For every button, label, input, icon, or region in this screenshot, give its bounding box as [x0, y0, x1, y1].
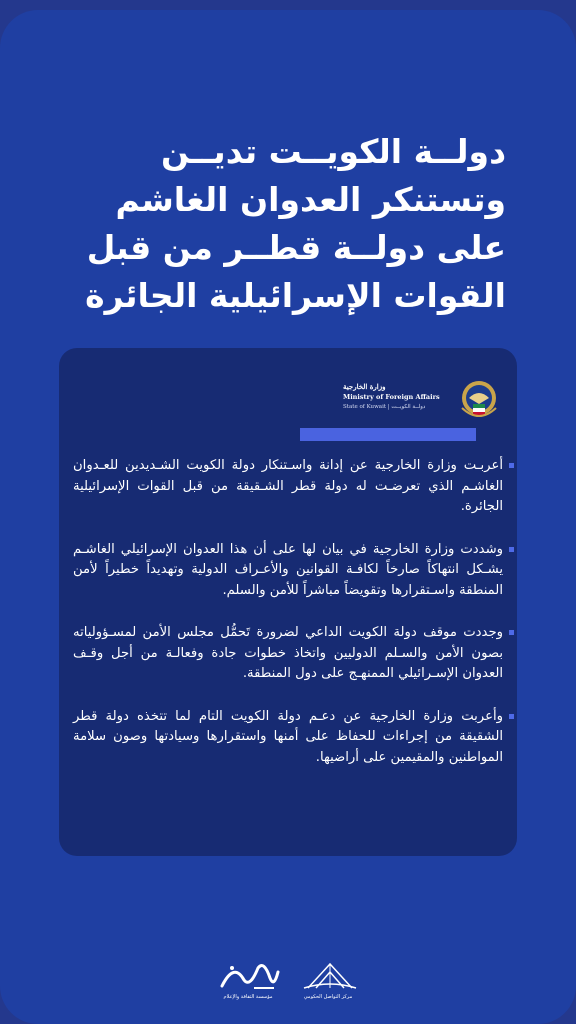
- paragraph-text: وجددت موقف دولة الكويت الداعي لضرورة تَحمُّل مجلس الأمن لمسـؤولياته بصون الأمن والسـلم الدوليين واتخاذ خطوات جادة وفعالـة من أجل وقـف العدوان الإسـرائيلي الممنهـج على دول المنطقة.: [73, 625, 503, 681]
- footer-logos: [214, 958, 364, 1008]
- state-line: State of Kuwait | دولــة الكويــت: [343, 404, 426, 410]
- headline: [40, 128, 506, 320]
- government-communication-logo-icon: [300, 958, 360, 994]
- footer-caption-left: مؤسسة الثقافة والإعلام: [223, 994, 273, 1000]
- ministry-logo: [343, 378, 499, 422]
- ministry-text: [343, 382, 453, 410]
- list-item: [73, 623, 511, 685]
- calligraphy-logo-icon: [214, 958, 284, 994]
- headline-line: القوات الإسرائيلية الجائرة: [85, 276, 506, 315]
- list-item: [73, 540, 511, 602]
- headline-line: دولــة الكويــت تديــن: [161, 132, 506, 171]
- ministry-name-en: Ministry of Foreign Affairs: [343, 393, 440, 401]
- accent-bar: [300, 428, 476, 441]
- footer-caption-right: مركز التواصل الحكومي: [303, 994, 353, 1000]
- paragraph-text: أعربـت وزارة الخارجية عن إدانة واسـتنكار دولة الكويت الشـديدين للعـدوان الغاشـم الذي تعرضـت له دولة قطر الشـقيقة من قبل القوات الإسرائيلية الجائرة.: [73, 458, 503, 514]
- statement-card: [59, 348, 517, 856]
- list-item: [73, 456, 511, 518]
- bullet-icon: [509, 630, 514, 635]
- list-item: [73, 707, 511, 769]
- bullet-icon: [509, 463, 514, 468]
- ministry-name-ar: وزارة الخارجية: [343, 382, 386, 391]
- headline-line: وتستنكر العدوان الغاشم: [115, 180, 506, 219]
- bullet-icon: [509, 714, 514, 719]
- kuwait-emblem-icon: [459, 378, 499, 422]
- headline-line: على دولــة قطــر من قبل: [86, 228, 506, 267]
- paragraph-text: وشددت وزارة الخارجية في بيان لها على أن هذا العدوان الإسرائيلي الغاشـم يشـكل انتهاكاً صارخاً لكافـة القوانين والأعـراف الدولية وتهديداً خطيراً لأمن المنطقة واسـتقرارها وتقويضاً مباشراً للأمن والسلم.: [73, 541, 503, 598]
- paragraph-text: وأعربت وزارة الخارجية عن دعـم دولة الكويت التام لما تتخذه دولة قطر الشقيقة من إجراءات للحفاظ على أمنها واستقرارها وسيادتها وصون سلامة المواطنين والمقيمين على أراضيها.: [73, 708, 503, 765]
- bullet-icon: [509, 547, 514, 552]
- statement-list: [73, 456, 511, 790]
